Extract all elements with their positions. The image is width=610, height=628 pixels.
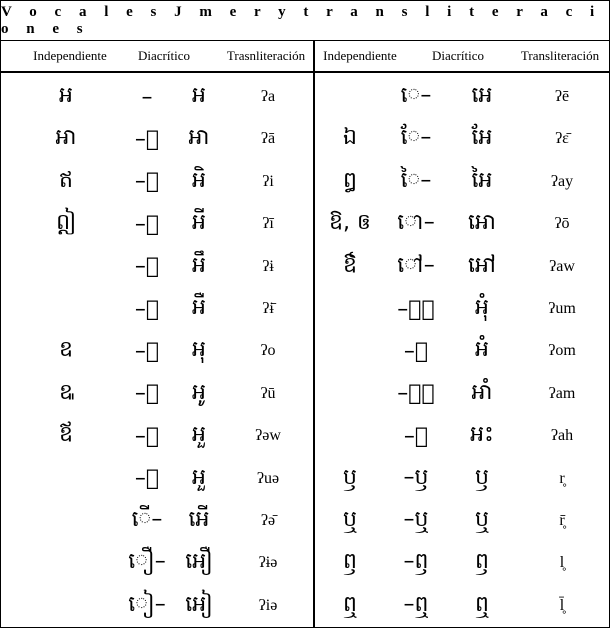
cell-transliteration-right: ʔɛ̄ (555, 130, 569, 148)
table-row (1, 247, 609, 287)
cell-independent-left (11, 459, 121, 499)
cell-independent-right: ឫ (343, 464, 357, 490)
cell-diacritic-left: –ុ (134, 338, 160, 364)
cell-diacritic-left: –ិ (134, 169, 160, 195)
cell-independent-left: អា (55, 125, 77, 151)
cell-diacritic-left: ឿ– (128, 549, 166, 575)
cell-independent-left: ឥ (59, 167, 73, 193)
cell-transliteration-right: r̥̄ (559, 512, 565, 529)
cell-diacritic-right: ៃ– (400, 167, 432, 193)
cell-example-right: អះ (470, 422, 494, 448)
cell-example-left: អឹ (192, 252, 206, 278)
cell-independent-left: ឧ (59, 337, 73, 363)
table-row (1, 77, 609, 117)
cell-transliteration-left: ʔɨə (258, 554, 278, 572)
cell-diacritic-right: េ– (400, 83, 432, 108)
table-row (1, 459, 609, 499)
cell-diacritic-right: –ាំ (397, 381, 435, 407)
cell-example-right: អេ (471, 83, 493, 108)
cell-diacritic-left: –ា (134, 126, 160, 152)
cell-transliteration-right: ʔaw (549, 257, 575, 275)
cell-diacritic-left: ៀ– (128, 591, 166, 617)
cell-example-right: អៅ (468, 252, 496, 278)
cell-example-right: ឮ (475, 591, 489, 617)
cell-example-right: ឫ (475, 464, 489, 490)
cell-transliteration-left: ʔā (260, 130, 276, 148)
cell-example-left: អឿ (185, 549, 213, 575)
cell-example-left: អិ (192, 167, 206, 193)
cell-diacritic-left: –ី (134, 211, 160, 237)
cell-diacritic-left: ើ– (131, 507, 163, 532)
table-title: V o c a l e s J m e r y t r a n s l i t e r a c i o n e s (1, 1, 609, 41)
cell-diacritic-right: ោ– (397, 210, 435, 236)
cell-diacritic-right: ែ– (400, 125, 432, 151)
header-blank-left (189, 41, 219, 71)
table-row (1, 501, 609, 541)
table-row (1, 331, 609, 371)
cell-transliteration-left: ʔəw (255, 427, 281, 445)
cell-transliteration-left: ʔo (260, 342, 276, 360)
cell-independent-right (317, 289, 383, 329)
cell-independent-right: ឭ (343, 549, 357, 575)
table-row (1, 204, 609, 244)
cell-independent-left (11, 247, 121, 287)
table-row (1, 416, 609, 456)
cell-diacritic-left: –ួ (134, 466, 160, 492)
cell-independent-right (317, 77, 383, 117)
cell-transliteration-right: r̥ (559, 469, 565, 487)
cell-transliteration-left: ʔuə (256, 469, 280, 487)
cell-independent-left: ឩ (59, 379, 73, 405)
cell-transliteration-right: ʔam (548, 384, 576, 402)
cell-diacritic-right: –ុំ (397, 296, 435, 322)
cell-independent-left: ឪ (59, 422, 73, 448)
table-row (1, 119, 609, 159)
cell-transliteration-left: ʔiə (258, 596, 278, 614)
cell-independent-right: ឬ (343, 507, 357, 532)
cell-independent-left (11, 543, 121, 583)
cell-transliteration-right: l̥̄ (559, 596, 565, 614)
cell-example-left: អ (192, 83, 206, 108)
cell-diacritic-right: ៅ– (397, 252, 435, 278)
table-row (1, 162, 609, 202)
cell-transliteration-left: ʔə̄ (260, 512, 276, 529)
cell-diacritic-right: –ំ (403, 338, 429, 364)
cell-example-left: អូ (192, 379, 206, 405)
cell-transliteration-left: ʔa (260, 88, 276, 105)
cell-independent-left (11, 586, 121, 626)
cell-example-right: អៃ (471, 167, 493, 193)
cell-example-left: អួ (192, 464, 206, 490)
header-transliteration-left: Trasnliteración (226, 48, 306, 63)
cell-independent-right: ឱ, ឲ (329, 210, 371, 236)
cell-transliteration-left: ʔī (262, 215, 274, 233)
cell-diacritic-right: –ះ (403, 423, 429, 449)
cell-independent-right: ឰ (343, 167, 357, 193)
table-header (1, 41, 609, 73)
cell-transliteration-right: ʔom (548, 342, 576, 360)
cell-diacritic-right: –ឫ (403, 464, 429, 490)
cell-diacritic-left: –ូ (134, 381, 160, 407)
cell-transliteration-right: ʔē (554, 88, 570, 105)
cell-transliteration-left: ʔi (262, 172, 274, 190)
cell-independent-left (11, 501, 121, 541)
cell-example-left: អៀ (185, 591, 213, 617)
cell-transliteration-right: ʔō (554, 215, 570, 233)
cell-transliteration-right: ʔum (548, 300, 576, 317)
header-transliteration-right: Transliteración (520, 48, 600, 63)
cell-transliteration-right: l̥ (559, 554, 565, 572)
table-row (1, 586, 609, 626)
header-diacritic-right: Diacrítico (432, 48, 484, 63)
cell-example-right: អោ (468, 210, 496, 236)
cell-example-right: អុំ (475, 295, 489, 320)
cell-example-left: អើ (188, 507, 210, 532)
cell-independent-left (11, 289, 121, 329)
header-independent-right: Independiente (323, 48, 397, 63)
cell-independent-right: ឮ (343, 591, 357, 617)
header-blank-right (471, 41, 511, 71)
cell-independent-right: ឳ (343, 252, 357, 278)
cell-transliteration-right: ʔay (550, 172, 574, 190)
cell-transliteration-left: ʔɨ̄ (262, 300, 274, 317)
cell-independent-right (317, 374, 383, 414)
cell-example-right: អំ (475, 337, 489, 363)
cell-diacritic-left: – (141, 84, 153, 110)
cell-example-left: អុ (192, 337, 206, 363)
cell-example-right: ឬ (475, 507, 489, 532)
cell-independent-left: អ (59, 83, 73, 108)
cell-diacritic-right: –ឮ (403, 591, 429, 617)
cell-example-left: អី (192, 210, 206, 236)
cell-example-right: អាំ (471, 379, 493, 405)
cell-example-left: អឺ (192, 295, 206, 320)
cell-example-right: ឭ (475, 549, 489, 575)
header-diacritic-left: Diacrítico (138, 48, 190, 63)
header-independent-left: Independiente (33, 48, 107, 63)
table-body (1, 73, 609, 627)
cell-independent-left: ឦ (56, 210, 76, 236)
cell-independent-right (317, 331, 383, 371)
cell-example-left: អា (188, 125, 210, 151)
table-row (1, 289, 609, 329)
cell-independent-right (317, 416, 383, 456)
cell-independent-right: ឯ (343, 125, 357, 151)
cell-example-left: អួ (192, 422, 206, 448)
cell-transliteration-right: ʔah (550, 427, 574, 445)
table-row (1, 374, 609, 414)
cell-diacritic-left: –ឺ (134, 296, 160, 322)
cell-diacritic-right: –ឭ (403, 549, 429, 575)
cell-transliteration-left: ʔū (260, 384, 276, 402)
cell-transliteration-left: ʔɨ (262, 257, 274, 275)
cell-diacritic-left: –ួ (134, 423, 160, 449)
cell-diacritic-right: –ឬ (403, 507, 429, 532)
cell-diacritic-left: –ឹ (134, 254, 160, 280)
table-row (1, 543, 609, 583)
cell-example-right: អែ (471, 125, 493, 151)
